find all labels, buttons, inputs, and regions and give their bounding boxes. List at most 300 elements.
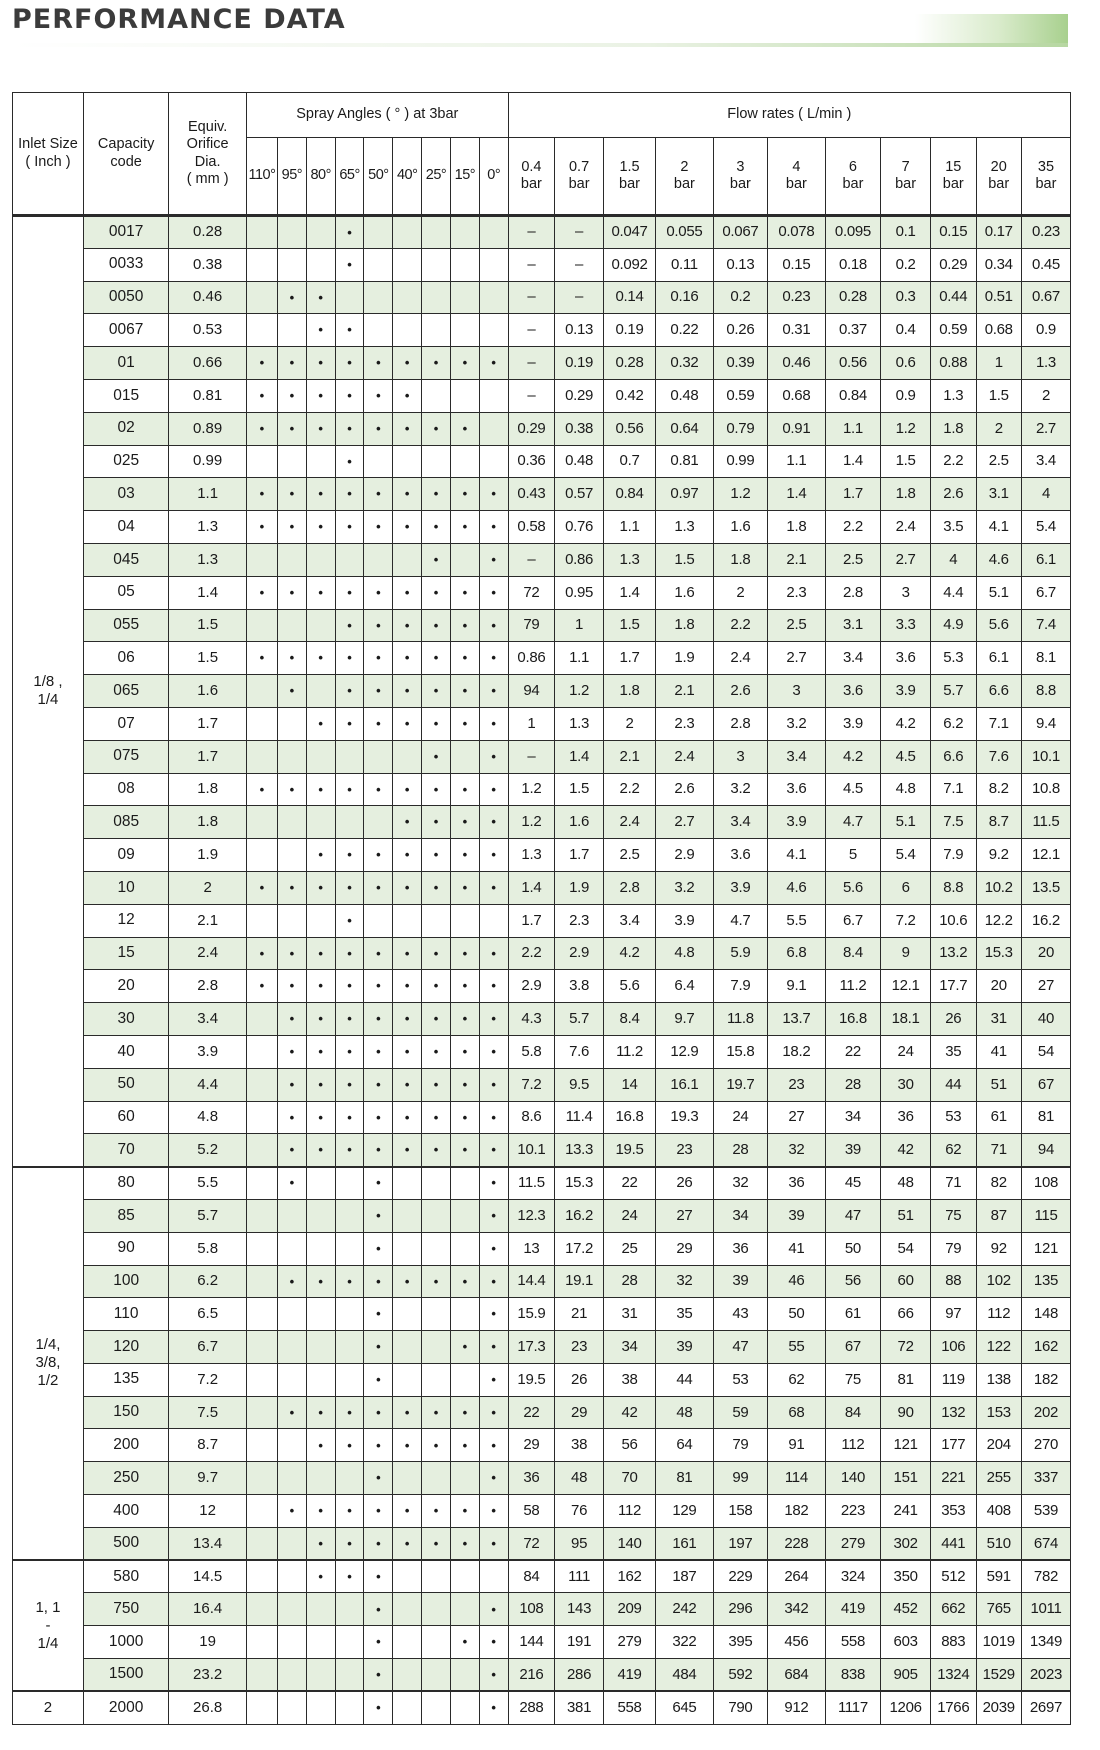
spray-angle-dot: • bbox=[277, 1068, 306, 1101]
spray-angle-dot: • bbox=[422, 642, 451, 675]
flow-rate-cell: 2.3 bbox=[555, 904, 604, 937]
spray-angle-dot: • bbox=[479, 1199, 508, 1232]
spray-angle-empty bbox=[246, 1298, 277, 1331]
flow-rate-cell: 28 bbox=[603, 1265, 655, 1298]
spray-angle-empty bbox=[246, 1626, 277, 1659]
flow-rate-cell: 81 bbox=[1021, 1101, 1070, 1134]
flow-rate-cell: 44 bbox=[931, 1068, 976, 1101]
spray-angle-dot: • bbox=[479, 1429, 508, 1462]
flow-rate-cell: 0.59 bbox=[931, 314, 976, 347]
flow-rate-cell: 0.68 bbox=[976, 314, 1021, 347]
spray-angle-empty bbox=[335, 1167, 364, 1200]
spray-angle-dot: • bbox=[277, 379, 306, 412]
flow-rate-cell: 2023 bbox=[1021, 1659, 1070, 1692]
spray-angle-empty bbox=[246, 314, 277, 347]
spray-angle-dot: • bbox=[335, 871, 364, 904]
flow-rate-cell: 512 bbox=[931, 1560, 976, 1593]
flow-rate-cell: 61 bbox=[976, 1101, 1021, 1134]
spray-angle-dot: • bbox=[364, 1593, 393, 1626]
spray-angle-dot: • bbox=[450, 871, 479, 904]
flow-rate-cell: 9.7 bbox=[656, 1003, 714, 1036]
flow-rate-cell: 905 bbox=[881, 1659, 931, 1692]
flow-rate-cell: 684 bbox=[768, 1659, 826, 1692]
capacity-code-cell: 06 bbox=[83, 642, 168, 675]
spray-angle-dot: • bbox=[450, 576, 479, 609]
flow-rate-cell: 7.6 bbox=[555, 1035, 604, 1068]
flow-rate-cell: 2697 bbox=[1021, 1691, 1070, 1724]
flow-rate-cell: 2.2 bbox=[603, 773, 655, 806]
flow-rate-cell: 102 bbox=[976, 1265, 1021, 1298]
table-row bbox=[13, 216, 1071, 249]
flow-rate-cell: 4.9 bbox=[931, 609, 976, 642]
flow-rate-cell: 42 bbox=[881, 1134, 931, 1167]
flow-rate-cell: 1.1 bbox=[768, 445, 826, 478]
flow-rate-cell: 10.8 bbox=[1021, 773, 1070, 806]
flow-rate-cell: 1324 bbox=[931, 1659, 976, 1692]
capacity-code-cell: 2000 bbox=[83, 1691, 168, 1724]
flow-rate-cell: 2.2 bbox=[825, 511, 880, 544]
spray-angle-dot: • bbox=[364, 412, 393, 445]
page-title: PERFORMANCE DATA bbox=[12, 4, 346, 35]
flow-rate-cell: 7.4 bbox=[1021, 609, 1070, 642]
spray-angle-dot: • bbox=[277, 937, 306, 970]
spray-angle-dot: • bbox=[364, 1331, 393, 1364]
capacity-code-cell: 250 bbox=[83, 1462, 168, 1495]
flow-rate-cell: 2.1 bbox=[656, 675, 714, 708]
flow-rate-cell: 2 bbox=[603, 707, 655, 740]
spray-angle-dot: • bbox=[335, 1265, 364, 1298]
flow-rate-cell: 1.3 bbox=[656, 511, 714, 544]
flow-rate-cell: 11.4 bbox=[555, 1101, 604, 1134]
flow-rate-cell: 16.1 bbox=[656, 1068, 714, 1101]
spray-angle-empty bbox=[422, 1659, 451, 1692]
spray-angle-dot: • bbox=[306, 1003, 335, 1036]
table-row bbox=[13, 412, 1071, 445]
table-row bbox=[13, 543, 1071, 576]
spray-angle-empty bbox=[393, 1232, 422, 1265]
flow-rate-cell: 177 bbox=[931, 1429, 976, 1462]
flow-rate-cell: 17.2 bbox=[555, 1232, 604, 1265]
capacity-code-cell: 07 bbox=[83, 707, 168, 740]
spray-angle-dot: • bbox=[393, 1003, 422, 1036]
orifice-dia-cell: 8.7 bbox=[169, 1429, 247, 1462]
table-row bbox=[13, 1331, 1071, 1364]
spray-angle-empty bbox=[246, 1462, 277, 1495]
header-line: Inlet Size bbox=[18, 136, 78, 153]
spray-angle-dot: • bbox=[364, 970, 393, 1003]
flow-rate-cell: 3.2 bbox=[656, 871, 714, 904]
orifice-dia-cell: 2.1 bbox=[169, 904, 247, 937]
spray-angle-empty bbox=[422, 1560, 451, 1593]
spray-angle-empty bbox=[277, 1462, 306, 1495]
flow-rate-cell: 221 bbox=[931, 1462, 976, 1495]
spray-angle-dot: • bbox=[450, 347, 479, 380]
spray-angle-empty bbox=[306, 1462, 335, 1495]
flow-rate-cell: 1.9 bbox=[555, 871, 604, 904]
flow-rate-cell: 119 bbox=[931, 1363, 976, 1396]
flow-rate-cell: – bbox=[555, 248, 604, 281]
flow-rate-cell: 94 bbox=[1021, 1134, 1070, 1167]
spray-angle-empty bbox=[306, 1298, 335, 1331]
header-line: 6 bbox=[848, 158, 857, 175]
spray-angle-dot: • bbox=[422, 1265, 451, 1298]
orifice-dia-cell: 1.3 bbox=[169, 511, 247, 544]
spray-angle-dot: • bbox=[393, 675, 422, 708]
capacity-code-cell: 1500 bbox=[83, 1659, 168, 1692]
flow-rate-cell: 79 bbox=[713, 1429, 767, 1462]
spray-angle-empty bbox=[306, 1626, 335, 1659]
spray-angle-empty bbox=[335, 1298, 364, 1331]
inlet-size-cell bbox=[13, 1560, 84, 1691]
orifice-dia-cell: 0.89 bbox=[169, 412, 247, 445]
flow-rate-cell: 1.5 bbox=[656, 543, 714, 576]
spray-angle-dot: • bbox=[335, 839, 364, 872]
spray-angle-dot: • bbox=[422, 839, 451, 872]
flow-rate-cell: 114 bbox=[768, 1462, 826, 1495]
flow-rate-cell: 419 bbox=[603, 1659, 655, 1692]
flow-rate-cell: 4.3 bbox=[508, 1003, 555, 1036]
flow-rate-cell: 8.7 bbox=[976, 806, 1021, 839]
flow-rate-cell: 3.9 bbox=[825, 707, 880, 740]
header-line: 1/4, bbox=[35, 1336, 61, 1354]
header-angle: 50° bbox=[364, 138, 393, 216]
spray-angle-empty bbox=[277, 543, 306, 576]
spray-angle-dot: • bbox=[306, 379, 335, 412]
spray-angle-empty bbox=[422, 445, 451, 478]
spray-angle-empty bbox=[277, 609, 306, 642]
orifice-dia-cell: 0.46 bbox=[169, 281, 247, 314]
header-line: - bbox=[45, 1616, 51, 1634]
spray-angle-empty bbox=[364, 543, 393, 576]
spray-angle-empty bbox=[450, 1462, 479, 1495]
orifice-dia-cell: 4.4 bbox=[169, 1068, 247, 1101]
orifice-dia-cell: 0.66 bbox=[169, 347, 247, 380]
table-row bbox=[13, 707, 1071, 740]
flow-rate-cell: 112 bbox=[603, 1495, 655, 1528]
flow-rate-cell: 279 bbox=[603, 1626, 655, 1659]
flow-rate-cell: 92 bbox=[976, 1232, 1021, 1265]
header-angle: 65° bbox=[335, 138, 364, 216]
flow-rate-cell: 662 bbox=[931, 1593, 976, 1626]
spray-angle-dot: • bbox=[364, 576, 393, 609]
performance-table bbox=[12, 92, 1071, 1725]
orifice-dia-cell: 3.9 bbox=[169, 1035, 247, 1068]
flow-rate-cell: 0.58 bbox=[508, 511, 555, 544]
spray-angle-empty bbox=[422, 1232, 451, 1265]
spray-angle-dot: • bbox=[277, 642, 306, 675]
flow-rate-cell: 2.4 bbox=[713, 642, 767, 675]
flow-rate-cell: 0.38 bbox=[555, 412, 604, 445]
flow-rate-cell: 381 bbox=[555, 1691, 604, 1724]
header-inlet-size bbox=[13, 93, 84, 216]
flow-rate-cell: 8.6 bbox=[508, 1101, 555, 1134]
spray-angle-dot: • bbox=[364, 1396, 393, 1429]
capacity-code-cell: 15 bbox=[83, 937, 168, 970]
header-line: 2 bbox=[43, 1699, 53, 1716]
orifice-dia-cell: 16.4 bbox=[169, 1593, 247, 1626]
flow-rate-cell: 8.8 bbox=[931, 871, 976, 904]
flow-rate-cell: 115 bbox=[1021, 1199, 1070, 1232]
flow-rate-cell: 0.34 bbox=[976, 248, 1021, 281]
flow-rate-cell: 19.3 bbox=[656, 1101, 714, 1134]
spray-angle-dot: • bbox=[364, 1298, 393, 1331]
flow-rate-cell: 5.5 bbox=[768, 904, 826, 937]
capacity-code-cell: 110 bbox=[83, 1298, 168, 1331]
flow-rate-cell: 2.5 bbox=[976, 445, 1021, 478]
flow-rate-cell: 90 bbox=[881, 1396, 931, 1429]
spray-angle-dot: • bbox=[450, 1101, 479, 1134]
flow-rate-cell: 0.6 bbox=[881, 347, 931, 380]
capacity-code-cell: 750 bbox=[83, 1593, 168, 1626]
table-row bbox=[13, 773, 1071, 806]
spray-angle-dot: • bbox=[450, 412, 479, 445]
flow-rate-cell: 4.5 bbox=[825, 773, 880, 806]
flow-rate-cell: 15.8 bbox=[713, 1035, 767, 1068]
flow-rate-cell: 25 bbox=[603, 1232, 655, 1265]
flow-rate-cell: 419 bbox=[825, 1593, 880, 1626]
flow-rate-cell: 79 bbox=[508, 609, 555, 642]
table-row bbox=[13, 281, 1071, 314]
orifice-dia-cell: 14.5 bbox=[169, 1560, 247, 1593]
flow-rate-cell: 241 bbox=[881, 1495, 931, 1528]
flow-rate-cell: 0.29 bbox=[931, 248, 976, 281]
spray-angle-dot: • bbox=[479, 1167, 508, 1200]
spray-angle-dot: • bbox=[479, 1134, 508, 1167]
spray-angle-dot: • bbox=[393, 1396, 422, 1429]
spray-angle-empty bbox=[277, 1232, 306, 1265]
spray-angle-dot: • bbox=[306, 1560, 335, 1593]
spray-angle-empty bbox=[335, 1462, 364, 1495]
flow-rate-cell: 6.2 bbox=[931, 707, 976, 740]
flow-rate-cell: 35 bbox=[656, 1298, 714, 1331]
flow-rate-cell: 6.1 bbox=[976, 642, 1021, 675]
flow-rate-cell: 1.1 bbox=[555, 642, 604, 675]
spray-angle-dot: • bbox=[364, 1363, 393, 1396]
flow-rate-cell: 59 bbox=[713, 1396, 767, 1429]
spray-angle-dot: • bbox=[393, 347, 422, 380]
flow-rate-cell: 5 bbox=[825, 839, 880, 872]
table-row bbox=[13, 379, 1071, 412]
spray-angle-empty bbox=[306, 445, 335, 478]
spray-angle-dot: • bbox=[306, 412, 335, 445]
header-row-top bbox=[13, 93, 1071, 138]
spray-angle-empty bbox=[246, 675, 277, 708]
flow-rate-cell: 0.37 bbox=[825, 314, 880, 347]
spray-angle-dot: • bbox=[364, 707, 393, 740]
flow-rate-cell: 2.2 bbox=[508, 937, 555, 970]
spray-angle-dot: • bbox=[364, 642, 393, 675]
capacity-code-cell: 025 bbox=[83, 445, 168, 478]
flow-rate-cell: 24 bbox=[713, 1101, 767, 1134]
flow-rate-cell: 187 bbox=[656, 1560, 714, 1593]
flow-rate-cell: 135 bbox=[1021, 1265, 1070, 1298]
spray-angle-empty bbox=[393, 216, 422, 249]
flow-rate-cell: 32 bbox=[768, 1134, 826, 1167]
spray-angle-dot: • bbox=[422, 511, 451, 544]
flow-rate-cell: 5.7 bbox=[555, 1003, 604, 1036]
flow-rate-cell: 2.4 bbox=[656, 740, 714, 773]
spray-angle-dot: • bbox=[393, 1265, 422, 1298]
flow-rate-cell: 16.8 bbox=[825, 1003, 880, 1036]
spray-angle-empty bbox=[479, 904, 508, 937]
flow-rate-cell: 121 bbox=[1021, 1232, 1070, 1265]
flow-rate-cell: 1.2 bbox=[881, 412, 931, 445]
header-line: bar bbox=[729, 176, 751, 192]
flow-rate-cell: 67 bbox=[1021, 1068, 1070, 1101]
spray-angle-empty bbox=[277, 707, 306, 740]
flow-rate-cell: 4.2 bbox=[603, 937, 655, 970]
flow-rate-cell: – bbox=[508, 740, 555, 773]
table-row bbox=[13, 1396, 1071, 1429]
spray-angle-empty bbox=[335, 543, 364, 576]
flow-rate-cell: 7.9 bbox=[713, 970, 767, 1003]
header-line: bar bbox=[619, 176, 640, 192]
table-row bbox=[13, 1265, 1071, 1298]
spray-angle-empty bbox=[450, 314, 479, 347]
capacity-code-cell: 02 bbox=[83, 412, 168, 445]
flow-rate-cell: 0.095 bbox=[825, 216, 880, 249]
table-row bbox=[13, 1560, 1071, 1593]
flow-rate-cell: 1.5 bbox=[555, 773, 604, 806]
spray-angle-dot: • bbox=[246, 937, 277, 970]
flow-rate-cell: 2.6 bbox=[713, 675, 767, 708]
spray-angle-dot: • bbox=[479, 1331, 508, 1364]
spray-angle-dot: • bbox=[479, 478, 508, 511]
flow-rate-cell: 27 bbox=[1021, 970, 1070, 1003]
spray-angle-empty bbox=[393, 445, 422, 478]
spray-angle-dot: • bbox=[335, 1527, 364, 1560]
spray-angle-dot: • bbox=[335, 1035, 364, 1068]
table-row bbox=[13, 576, 1071, 609]
spray-angle-dot: • bbox=[364, 1101, 393, 1134]
capacity-code-cell: 80 bbox=[83, 1167, 168, 1200]
flow-rate-cell: 0.29 bbox=[555, 379, 604, 412]
spray-angle-empty bbox=[422, 1593, 451, 1626]
flow-rate-cell: 0.43 bbox=[508, 478, 555, 511]
flow-rate-cell: 48 bbox=[555, 1462, 604, 1495]
capacity-code-cell: 01 bbox=[83, 347, 168, 380]
flow-rate-cell: 11.5 bbox=[508, 1167, 555, 1200]
flow-rate-cell: 7.9 bbox=[931, 839, 976, 872]
flow-rate-cell: 2.6 bbox=[931, 478, 976, 511]
flow-rate-cell: 151 bbox=[881, 1462, 931, 1495]
header-line: 3/8, bbox=[35, 1354, 61, 1372]
spray-angle-dot: • bbox=[246, 773, 277, 806]
flow-rate-cell: 99 bbox=[713, 1462, 767, 1495]
spray-angle-dot: • bbox=[422, 576, 451, 609]
spray-angle-empty bbox=[479, 412, 508, 445]
spray-angle-dot: • bbox=[246, 970, 277, 1003]
spray-angle-dot: • bbox=[335, 347, 364, 380]
flow-rate-cell: 1.7 bbox=[825, 478, 880, 511]
flow-rate-cell: 35 bbox=[931, 1035, 976, 1068]
header-line: Capacity bbox=[97, 136, 155, 153]
flow-rate-cell: 0.48 bbox=[656, 379, 714, 412]
header-line: 20 bbox=[990, 158, 1007, 175]
flow-rate-cell: 6.6 bbox=[976, 675, 1021, 708]
spray-angle-empty bbox=[364, 445, 393, 478]
flow-rate-cell: 153 bbox=[976, 1396, 1021, 1429]
flow-rate-cell: 4.8 bbox=[881, 773, 931, 806]
flow-rate-cell: 286 bbox=[555, 1659, 604, 1692]
orifice-dia-cell: 1.7 bbox=[169, 707, 247, 740]
spray-angle-dot: • bbox=[306, 478, 335, 511]
spray-angle-empty bbox=[335, 1691, 364, 1724]
spray-angle-empty bbox=[450, 248, 479, 281]
flow-rate-cell: 46 bbox=[768, 1265, 826, 1298]
spray-angle-empty bbox=[479, 314, 508, 347]
spray-angle-dot: • bbox=[422, 1068, 451, 1101]
flow-rate-cell: 39 bbox=[713, 1265, 767, 1298]
flow-rate-cell: 16.8 bbox=[603, 1101, 655, 1134]
flow-rate-cell: 0.19 bbox=[555, 347, 604, 380]
flow-rate-cell: 912 bbox=[768, 1691, 826, 1724]
spray-angle-empty bbox=[277, 1691, 306, 1724]
spray-angle-empty bbox=[246, 1003, 277, 1036]
flow-rate-cell: 0.4 bbox=[881, 314, 931, 347]
flow-rate-cell: 2.2 bbox=[713, 609, 767, 642]
flow-rate-cell: 0.56 bbox=[825, 347, 880, 380]
spray-angle-empty bbox=[393, 1560, 422, 1593]
flow-rate-cell: 22 bbox=[508, 1396, 555, 1429]
flow-rate-cell: 0.092 bbox=[603, 248, 655, 281]
spray-angle-empty bbox=[246, 1363, 277, 1396]
spray-angle-dot: • bbox=[335, 1134, 364, 1167]
spray-angle-dot: • bbox=[422, 871, 451, 904]
flow-rate-cell: 71 bbox=[931, 1167, 976, 1200]
flow-rate-cell: 3.1 bbox=[825, 609, 880, 642]
capacity-code-cell: 015 bbox=[83, 379, 168, 412]
flow-rate-cell: 1.8 bbox=[768, 511, 826, 544]
spray-angle-dot: • bbox=[479, 576, 508, 609]
orifice-dia-cell: 1.8 bbox=[169, 806, 247, 839]
header-line: bar bbox=[942, 176, 964, 192]
flow-rate-cell: 0.51 bbox=[976, 281, 1021, 314]
capacity-code-cell: 03 bbox=[83, 478, 168, 511]
flow-rate-cell: 9.5 bbox=[555, 1068, 604, 1101]
spray-angle-empty bbox=[393, 1593, 422, 1626]
orifice-dia-cell: 1.5 bbox=[169, 609, 247, 642]
header-pressure bbox=[656, 138, 714, 216]
spray-angle-dot: • bbox=[306, 1527, 335, 1560]
spray-angle-dot: • bbox=[335, 445, 364, 478]
spray-angle-empty bbox=[306, 248, 335, 281]
spray-angle-dot: • bbox=[450, 1626, 479, 1659]
spray-angle-dot: • bbox=[450, 1331, 479, 1364]
flow-rate-cell: 1.5 bbox=[603, 609, 655, 642]
flow-rate-cell: 3.9 bbox=[881, 675, 931, 708]
spray-angle-dot: • bbox=[364, 1495, 393, 1528]
flow-rate-cell: 1.5 bbox=[976, 379, 1021, 412]
spray-angle-dot: • bbox=[450, 1068, 479, 1101]
table-row bbox=[13, 445, 1071, 478]
flow-rate-cell: 39 bbox=[825, 1134, 880, 1167]
flow-rate-cell: 288 bbox=[508, 1691, 555, 1724]
spray-angle-dot: • bbox=[393, 970, 422, 1003]
flow-rate-cell: 645 bbox=[656, 1691, 714, 1724]
spray-angle-empty bbox=[393, 248, 422, 281]
flow-rate-cell: 5.6 bbox=[603, 970, 655, 1003]
flow-rate-cell: 1.3 bbox=[555, 707, 604, 740]
spray-angle-dot: • bbox=[277, 1101, 306, 1134]
flow-rate-cell: 456 bbox=[768, 1626, 826, 1659]
table-row bbox=[13, 1003, 1071, 1036]
spray-angle-dot: • bbox=[450, 707, 479, 740]
spray-angle-empty bbox=[306, 216, 335, 249]
flow-rate-cell: 9 bbox=[881, 937, 931, 970]
spray-angle-dot: • bbox=[450, 773, 479, 806]
flow-rate-cell: 1.1 bbox=[603, 511, 655, 544]
